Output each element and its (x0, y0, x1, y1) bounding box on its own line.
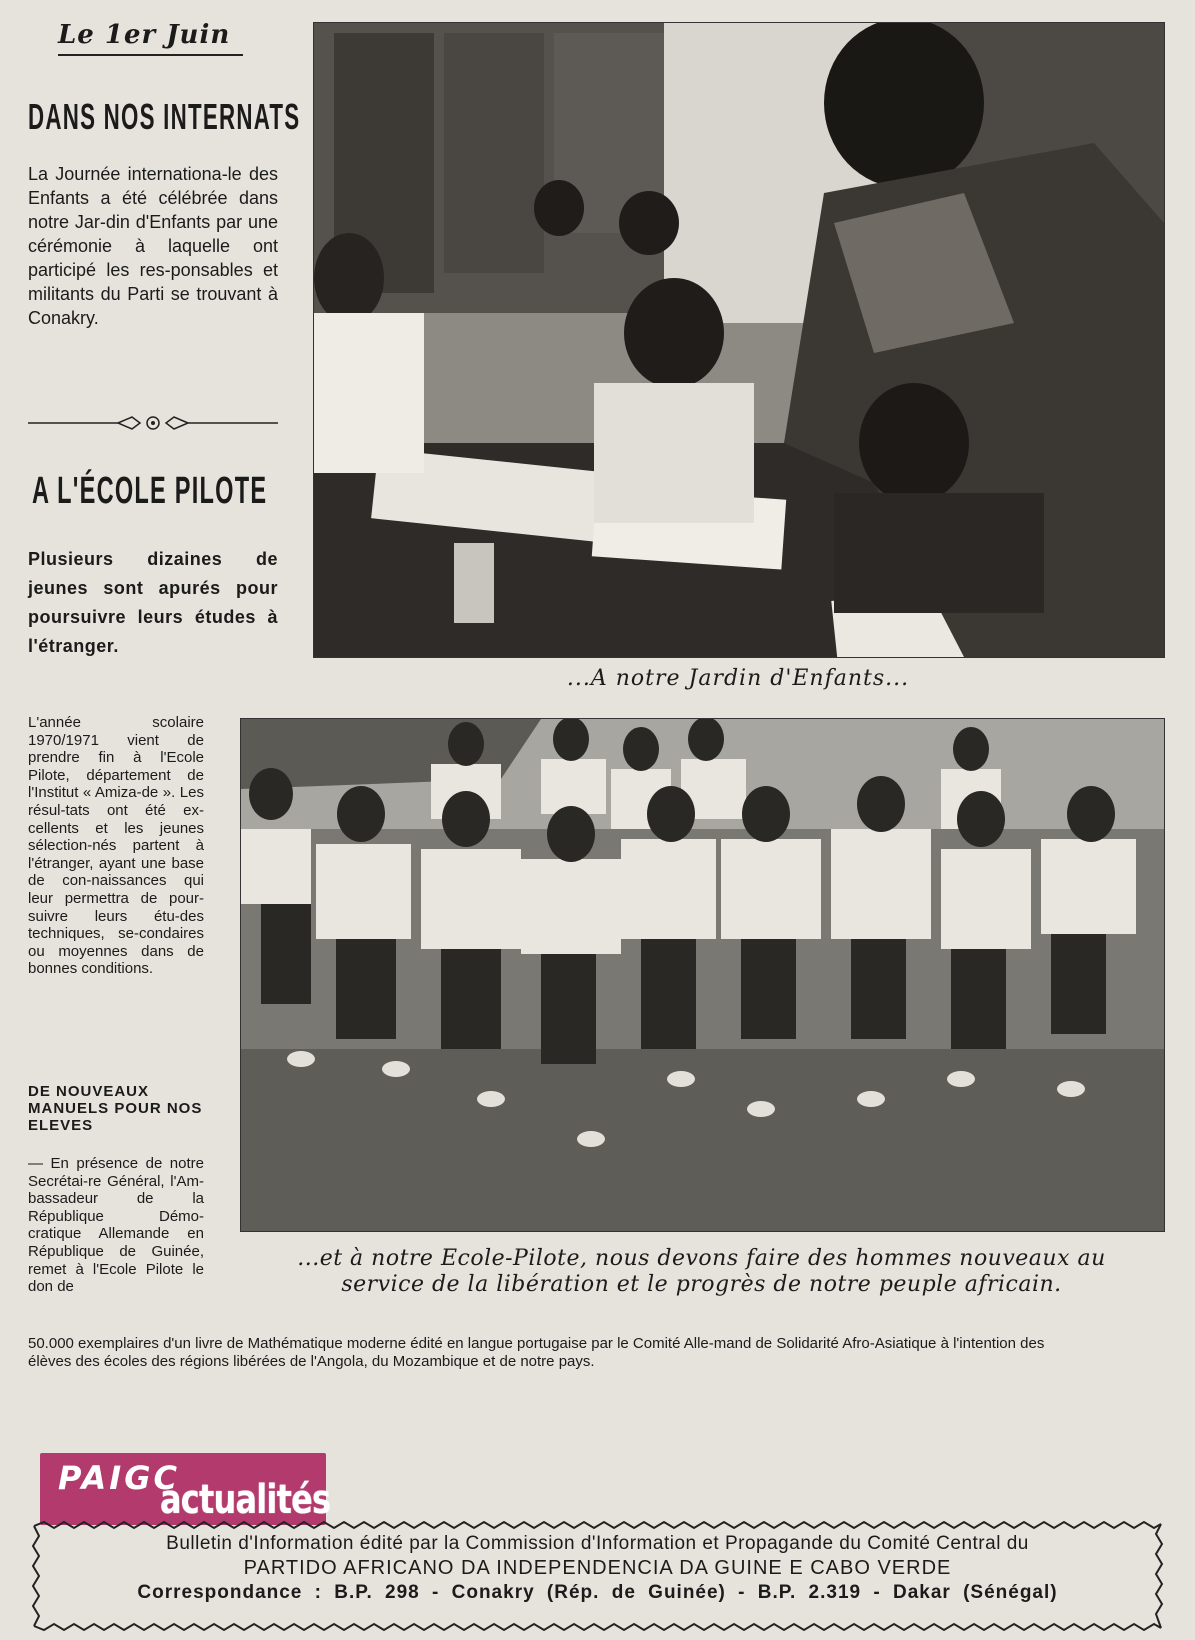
date-banner: Le 1er Juin (58, 20, 243, 56)
ecole-pilote-caption-line1: ...et à notre Ecole-Pilote, nous devons faire des hommes nouveaux au (297, 1246, 1106, 1271)
ecole-pilote-photo (240, 718, 1165, 1232)
ecole-pilote-caption-line2: service de la libération et le progrès de notre peuple africain. (341, 1272, 1062, 1297)
footer-line-2: PARTIDO AFRICANO DA INDEPENDENCIA DA GUINE E CABO VERDE (243, 1557, 952, 1579)
kindergarten-photo (313, 22, 1165, 658)
section-heading-internats: DANS NOS INTERNATS (28, 96, 301, 137)
logo-paigc-text: PAIGC (58, 1459, 180, 1497)
ecole-pilote-caption (240, 1246, 1163, 1298)
section-heading-ecole-pilote: A L'ÉCOLE PILOTE (32, 470, 268, 512)
bulletin-footer (30, 1520, 1165, 1632)
footer-line-1: Bulletin d'Information édité par la Commission d'Information et Propagande du Comité Central du (166, 1533, 1029, 1554)
kindergarten-caption: ...A notre Jardin d'Enfants... (566, 666, 910, 691)
ecole-pilote-lede: Plusieurs dizaines de jeunes sont apurés pour poursuivre leurs études à l'étranger. (28, 549, 278, 656)
paigc-actualites-logo (40, 1453, 331, 1525)
manuels-heading: DE NOUVEAUX MANUELS POUR NOS ELEVES (28, 1083, 203, 1134)
manuels-body-wide: 50.000 exemplaires d'un livre de Mathématique moderne édité en langue portugaise par le Comité Alle-mand de Solidarité Afro-Asiatique à l'intention des élèves des écoles des régions libérées de l'Angola, du Mozambique et de notre pays. (28, 1335, 1045, 1370)
manuels-body-column: — En présence de notre Secrétai-re Général, l'Am-bassadeur de la République Démo-cratique Allemande en République de Guinée, remet à l'Ecole Pilote le don de (28, 1155, 204, 1296)
ornamental-divider (28, 413, 278, 433)
footer-line-3: Correspondance : B.P. 298 - Conakry (Rép. de Guinée) - B.P. 2.319 - Dakar (Sénégal) (137, 1582, 1058, 1603)
internats-paragraph: La Journée internationa-le des Enfants a été célébrée dans notre Jar-din d'Enfants par une cérémonie à laquelle ont participé les res-ponsables et militants du Parti se trouvant à Conakry. (28, 164, 278, 328)
logo-actualites-text: actualités (160, 1477, 331, 1523)
ecole-pilote-body: L'année scolaire 1970/1971 vient de prendre fin à l'Ecole Pilote, département de l'Institut « Amiza-de ». Les résul-tats ont été ex-cellents et les jeunes sélection-nés partent à l'étranger, ayant une base de con-naissances qui leur permettra de pour-suivre leurs étu-des techniques, se-condaires ou moyennes dans de bonnes conditions. (28, 714, 204, 978)
